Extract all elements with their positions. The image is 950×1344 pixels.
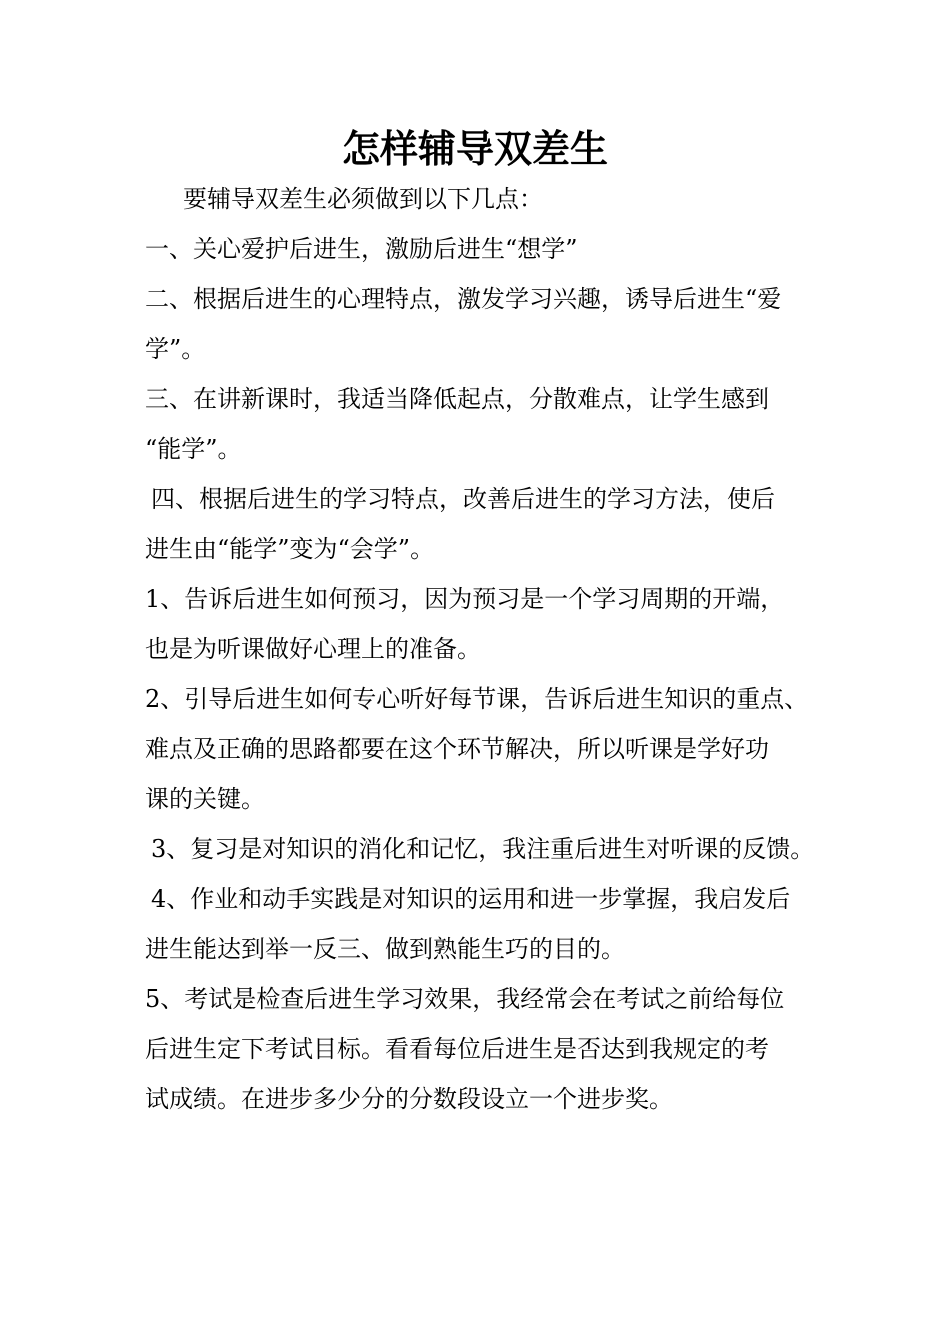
text-line: 2、引导后进生如何专心听好每节课，告诉后进生知识的重点、 <box>145 685 809 713</box>
text-line: 课的关键。 <box>145 785 265 813</box>
text-line: 5、考试是检查后进生学习效果，我经常会在考试之前给每位 <box>145 985 785 1013</box>
text-line: 后进生定下考试目标。看看每位后进生是否达到我规定的考 <box>145 1035 769 1063</box>
document-title: 怎样辅导双差生 <box>341 126 608 171</box>
text-line: 一、关心爱护后进生，激励后进生“想学” <box>145 235 578 263</box>
text-line: 二、根据后进生的心理特点，激发学习兴趣，诱导后进生“爱 <box>145 285 782 313</box>
text-line: “能学”。 <box>145 435 242 463</box>
text-line: 难点及正确的思路都要在这个环节解决，所以听课是学好功 <box>145 735 769 763</box>
text-line: 1、告诉后进生如何预习，因为预习是一个学习周期的开端， <box>145 585 785 613</box>
text-line: 进生能达到举一反三、做到熟能生巧的目的。 <box>145 935 625 963</box>
text-line: 试成绩。在进步多少分的分数段设立一个进步奖。 <box>145 1085 673 1113</box>
text-line: 四、根据后进生的学习特点，改善后进生的学习方法，使后 <box>151 485 775 513</box>
text-line-intro: 要辅导双差生必须做到以下几点： <box>183 185 543 213</box>
text-line: 也是为听课做好心理上的准备。 <box>145 635 481 663</box>
text-line: 3、复习是对知识的消化和记忆，我注重后进生对听课的反馈。 <box>151 835 815 863</box>
text-line: 进生由“能学”变为“会学”。 <box>145 535 435 563</box>
text-line: 三、在讲新课时，我适当降低起点，分散难点，让学生感到 <box>145 385 769 413</box>
text-line: 4、作业和动手实践是对知识的运用和进一步掌握，我启发后 <box>151 885 791 913</box>
text-line: 学”。 <box>145 335 206 363</box>
